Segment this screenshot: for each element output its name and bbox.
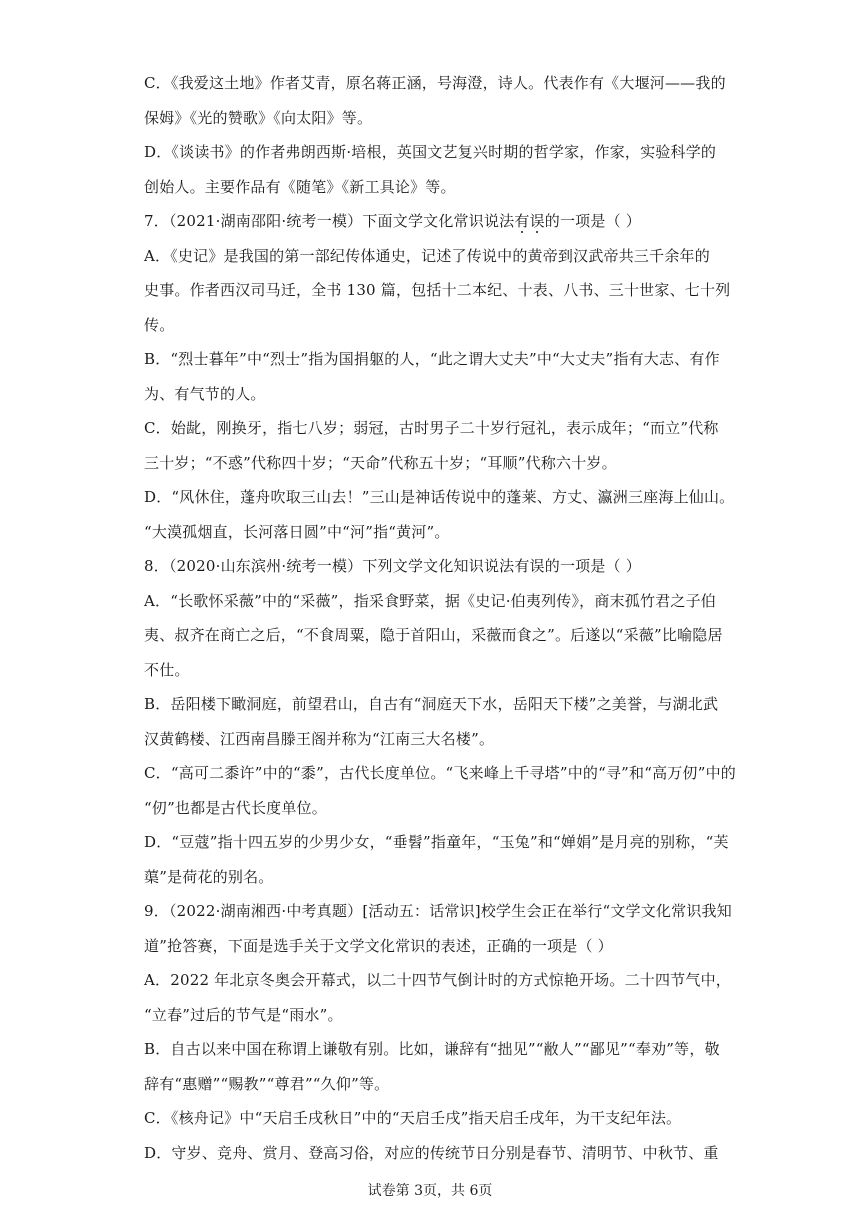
document-body bbox=[144, 66, 736, 1170]
text-line: B．自古以来中国在称谓上谦敬有别。比如，谦辞有“拙见”“敝人”“鄙见”“奉劝”等，敬 bbox=[144, 1040, 720, 1058]
text-line: 汉黄鹤楼、江西南昌滕王阁并称为“江南三大名楼”。 bbox=[144, 729, 495, 748]
text-line: 史事。作者西汉司马迁，全书 130 篇，包括十二本纪、十表、八书、三十世家、七十列 bbox=[144, 281, 731, 299]
text-line: 为、有气节的人。 bbox=[144, 384, 266, 403]
question-7-stem bbox=[144, 204, 720, 239]
emphasis-dot-char: 有 bbox=[514, 212, 530, 230]
text-line: “仞”也都是古代长度单位。 bbox=[144, 798, 327, 817]
text-line: C．“高可二黍许”中的“黍”，古代长度单位。“飞来峰上千寻塔”中的“寻”和“高万仞”中的 bbox=[144, 764, 736, 782]
text-line: D．《谈读书》的作者弗朗西斯·培根，英国文艺复兴时期的哲学家，作家，实验科学的 bbox=[144, 143, 717, 161]
text-line: B．岳阳楼下瞰洞庭，前望君山，自古有“洞庭天下水，岳阳天下楼”之美誉，与湖北武 bbox=[144, 695, 719, 713]
question-7-prefix: 7．（2021·湖南邵阳·统考一模）下面文学文化常识说法 bbox=[144, 212, 515, 230]
question-8-stem: 8．（2020·山东滨州·统考一模）下列文学文化知识说法有误的一项是（ ） bbox=[144, 557, 641, 575]
text-line: A．2022 年北京冬奥会开幕式，以二十四节气倒计时的方式惊艳开场。二十四节气中， bbox=[144, 971, 731, 989]
question-9-stem: 9．（2022·湖南湘西·中考真题）[活动五：话常识]校学生会正在举行“文学文化常识我知 bbox=[144, 902, 732, 920]
emphasis-dot-char: 误 bbox=[529, 212, 545, 230]
text-line: A．《史记》是我国的第一部纪传体通史，记述了传说中的黄帝到汉武帝共三千余年的 bbox=[144, 246, 710, 265]
text-line: C．始龀，刚换牙，指七八岁；弱冠，古时男子二十岁行冠礼，表示成年；“而立”代称 bbox=[144, 419, 719, 437]
text-line: 夷、叔齐在商亡之后，“不食周粟，隐于首阳山，采薇而食之”。后遂以“采薇”比喻隐居 bbox=[144, 626, 723, 644]
text-line: “立春”过后的节气是“雨水”。 bbox=[144, 1005, 343, 1024]
text-line: C．《核舟记》中“天启壬戌秋日”中的“天启壬戌”指天启壬戌年，为干支纪年法。 bbox=[144, 1109, 682, 1127]
question-7-suffix: 的一项是（ ） bbox=[544, 212, 641, 230]
text-line: B．“烈士暮年”中“烈士”指为国捐躯的人，“此之谓大丈夫”中“大丈夫”指有大志、有作 bbox=[144, 350, 720, 368]
text-line: D．守岁、竞舟、赏月、登高习俗，对应的传统节日分别是春节、清明节、中秋节、重 bbox=[144, 1143, 719, 1162]
text-line: 保姆》《光的赞歌》《向太阳》等。 bbox=[144, 108, 373, 127]
text-line: 不仕。 bbox=[144, 660, 190, 679]
text-line: A．“长歌怀采薇”中的“采薇”，指采食野菜，据《史记·伯夷列传》，商末孤竹君之子伯 bbox=[144, 591, 716, 610]
text-line: 蕖”是荷花的别名。 bbox=[144, 867, 274, 886]
text-line: 三十岁；“不惑”代称四十岁；“天命”代称五十岁；“耳顺”代称六十岁。 bbox=[144, 453, 617, 472]
text-line: D．“豆蔻”指十四五岁的少男少女，“垂髫”指童年，“玉兔”和“婵娟”是月亮的别称，“芙 bbox=[144, 833, 729, 851]
text-line: 传。 bbox=[144, 315, 175, 334]
text-line: D．“风休住，蓬舟吹取三山去！”三山是神话传说中的蓬莱、方丈、瀛洲三座海上仙山。 bbox=[144, 488, 735, 506]
text-line: “大漠孤烟直，长河落日圆”中“河”指“黄河”。 bbox=[144, 522, 450, 541]
text-line: 道”抢答赛，下面是选手关于文学文化常识的表述，正确的一项是（ ） bbox=[144, 936, 613, 955]
text-line: 辞有“惠赠”“赐教”“尊君”“久仰”等。 bbox=[144, 1074, 390, 1093]
text-line: C．《我爱这土地》作者艾青，原名蒋正涵，号海澄，诗人。代表作有《大堰河——我的 bbox=[144, 74, 726, 92]
page-footer: 试卷第 3页，共 6页 bbox=[367, 1183, 493, 1199]
text-line: 创始人。主要作品有《随笔》《新工具论》等。 bbox=[144, 177, 456, 196]
